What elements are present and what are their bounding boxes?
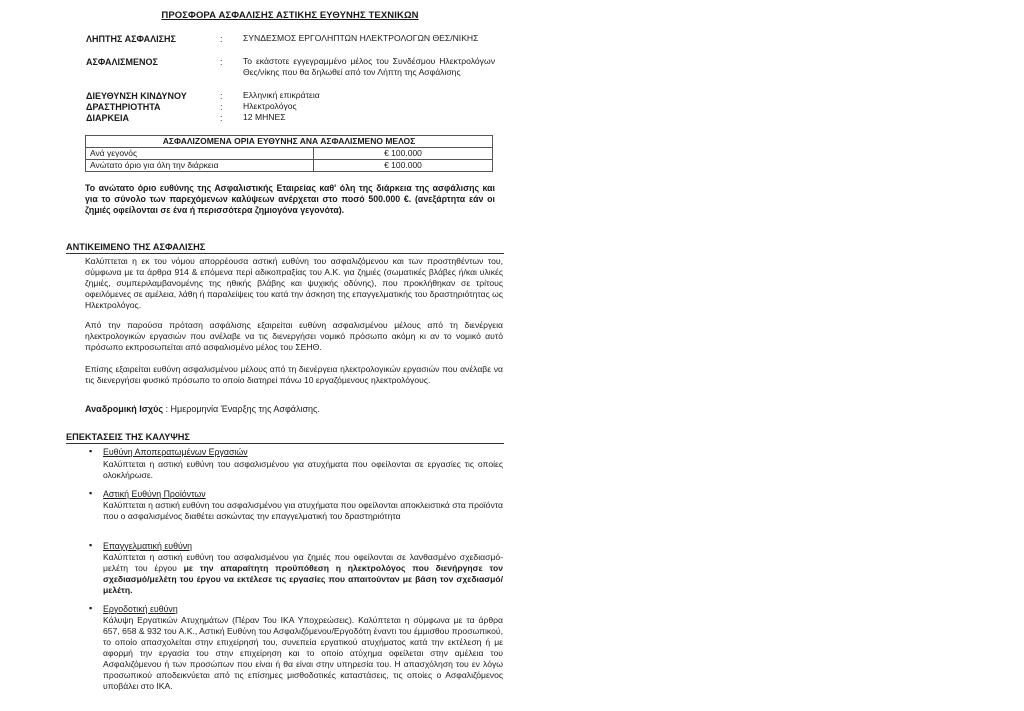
bullet-icon: ▪	[89, 488, 93, 498]
field-colon: :	[220, 57, 223, 67]
extension-title-product-liability: Αστική Ευθύνη Προϊόντων	[103, 489, 206, 499]
duration-label: ΔΙΑΡΚΕΙΑ	[86, 113, 129, 123]
risk-location-label: ΔΙΕΥΘΥΝΣΗ ΚΙΝΔΥΝΟΥ	[86, 91, 187, 101]
table-cell-label: Ανά γεγονός	[86, 148, 314, 160]
extension-text-professional-liability	[103, 552, 503, 596]
duration-value: 12 ΜΗΝΕΣ	[243, 112, 286, 122]
object-paragraph-3: Επίσης εξαιρείται ευθύνη ασφαλισμένου μέλους από τη διενέργεια ηλεκτρολογικών εργασιών που ανέλαβε να τις διενεργήσει φυσικό πρόσωπο το οποίο διατηρεί πάνω 10 εργαζόμενους ηλεκτρολόγους.	[85, 364, 503, 385]
object-paragraph-2: Από την παρούσα πρόταση ασφάλισης εξαιρείται ευθύνη ασφαλισμένου μέλους από τη διενέργεια ηλεκτρολογικών εργασιών που ανέλαβε να τις διενεργήσει νομικό πρόσωπο ακόμη κι αν το νομικό αυτό πρόσωπο εκπροσωπείται από ασφαλισμένο μέλος του ΣΕΗΘ.	[85, 320, 503, 352]
extension-title-employer-liability: Εργοδοτική ευθύνη	[103, 604, 178, 614]
retroactive-label: Αναδρομική Ισχύς	[85, 404, 164, 414]
table-header-row	[86, 136, 493, 148]
max-limit-paragraph: Το ανώτατο όριο ευθύνης της Ασφαλιστικής Εταιρείας καθ' όλη της διάρκεια της ασφάλισης και για το σύνολο των παρεχόμενων καλύψεων ανέρχεται στο ποσό 500.000 €. (ανεξάρτητα εάν οι ζημιές οφείλονται σε ένα ή περισσότερα ζημιογόνα γεγονότα).	[85, 183, 495, 215]
extension-title-professional-liability: Επαγγελματική ευθύνη	[103, 541, 193, 551]
professional-liability-condition: με την απαραίτητη προϋπόθεση η ηλεκτρολόγος που διενήργησε τον σχεδιασμό/μελέτη του έργου να εκτέλεσε τις εργασίες που απαιτούνταν με βάση τον σχεδιασμό/μελέτη.	[103, 563, 504, 595]
bullet-icon: ▪	[89, 446, 93, 456]
retroactive-value: : Ημερομηνία Έναρξης της Ασφάλισης.	[165, 404, 320, 414]
table-cell-label: Ανώτατο όριο για όλη την διάρκεια	[86, 160, 314, 172]
insured-label: ΑΣΦΑΛΙΣΜΕΝΟΣ	[86, 57, 158, 67]
activity-value: Ηλεκτρολόγος	[243, 101, 297, 111]
table-cell-value: € 100.000	[314, 160, 493, 172]
object-paragraph-1: Καλύπτεται η εκ του νόμου απορρέουσα αστική ευθύνη του ασφαλιζόμενου και των προστηθέντων του, σύμφωνα με τα άρθρα 914 & επόμενα περί αδικοπραξίας του Α.Κ. για ζημιές (σωματικές βλάβες ή/και υλικές ζημιές, συμπεριλαμβανομένης της ηθικής βλάβης και ψυχικής οδύνης), που προκλήθηκαν σε τρίτους οφειλόμενες σε αμέλεια, λάθη ή παραλείψεις του κατά την άσκηση της επαγγελματικής του δραστηριότητας ως Ηλεκτρολόγος.	[85, 256, 503, 310]
extension-text-employer-liability: Κάλυψη Εργατικών Ατυχημάτων (Πέραν Του ΙΚΑ Υποχρεώσεις). Καλύπτεται η σύμφωνα με τα άρθρα 657, 658 & 932 του Α.Κ., Αστική Ευθύνη του Ασφαλιζόμενου/Εργοδότη έναντι του έμμισθου προσωπικού, το οποίο απασχολείται στην επιχείρησή του, συνεπεία εργατικού ατυχήματος κατά την εκτέλεση ή με αφορμή την εργασία του στην επιχείρηση και το οποίο ατύχημα οφείλεται στην αμέλεια του Ασφαλιζόμενου ή των προσώπων που είναι ή θα είναι στην υπηρεσία του. Η απασχόληση του εν λόγω προσωπικού αποδεικνύεται από τις επίσημες μισθοδοτικές καταστάσεις, τις οποίες ο Ασφαλιζόμενος υποβάλει στο ΙΚΑ.	[103, 615, 503, 691]
section-title-object: ΑΝΤΙΚΕΙΜΕΝΟ ΤΗΣ ΑΣΦΑΛΙΣΗΣ	[66, 242, 504, 254]
policyholder-value: ΣΥΝΔΕΣΜΟΣ ΕΡΓΟΛΗΠΤΩΝ ΗΛΕΚΤΡΟΛΟΓΩΝ ΘΕΣ/ΝΙΚΗΣ	[243, 33, 479, 43]
bullet-icon: ▪	[89, 603, 93, 613]
field-colon: :	[220, 113, 223, 123]
field-colon: :	[220, 102, 223, 112]
risk-location-value: Ελληνική επικράτεια	[243, 90, 320, 100]
extension-title-completed-works: Ευθύνη Αποπερατωμένων Εργασιών	[103, 447, 248, 457]
activity-label: ΔΡΑΣΤΗΡΙΟΤΗΤΑ	[86, 102, 161, 112]
liability-limits-table	[85, 135, 493, 172]
field-colon: :	[220, 91, 223, 101]
section-title-extensions: ΕΠΕΚΤΑΣΕΙΣ ΤΗΣ ΚΑΛΥΨΗΣ	[66, 432, 504, 444]
insured-value: Το εκάστοτε εγγεγραμμένο μέλος του Συνδέσμου Ηλεκτρολόγων Θες/νίκης που θα δηλωθεί από τον Λήπτη της Ασφάλισης	[243, 56, 495, 77]
field-colon: :	[220, 34, 223, 44]
retroactive-line	[85, 404, 503, 415]
extension-text-product-liability: Καλύπτεται η αστική ευθύνη του ασφαλισμένου για ατυχήματα που οφείλονται αποκλειστικά στα προϊόντα που ο ασφαλισμένος διαθέτει ασκώντας την επαγγελματική του δραστηριότητα	[103, 500, 503, 521]
bullet-icon: ▪	[89, 540, 93, 550]
professional-liability-text: Καλύπτεται η αστική ευθύνη του ασφαλισμένου για ζημιές που οφείλονται σε λανθασμένο σχεδιασμό-μελέτη του έργου	[103, 552, 503, 573]
table-row	[86, 148, 493, 160]
policyholder-label: ΛΗΠΤΗΣ ΑΣΦΑΛΙΣΗΣ	[86, 34, 176, 44]
table-row	[86, 160, 493, 172]
document-title: ΠΡΟΣΦΟΡΑ ΑΣΦΑΛΙΣΗΣ ΑΣΤΙΚΗΣ ΕΥΘΥΝΗΣ ΤΕΧΝΙΚΩΝ	[161, 10, 419, 21]
table-cell-value: € 100.000	[314, 148, 493, 160]
extension-text-completed-works: Καλύπτεται η αστική ευθύνη του ασφαλισμένου για ατυχήματα που οφείλονται σε εργασίες τις οποίες ολοκλήρωσε.	[103, 459, 503, 480]
table-header: ΑΣΦΑΛΙΖΟΜΕΝΑ ΟΡΙΑ ΕΥΘΥΝΗΣ ΑΝΑ ΑΣΦΑΛΙΣΜΕΝΟ ΜΕΛΟΣ	[86, 136, 493, 148]
